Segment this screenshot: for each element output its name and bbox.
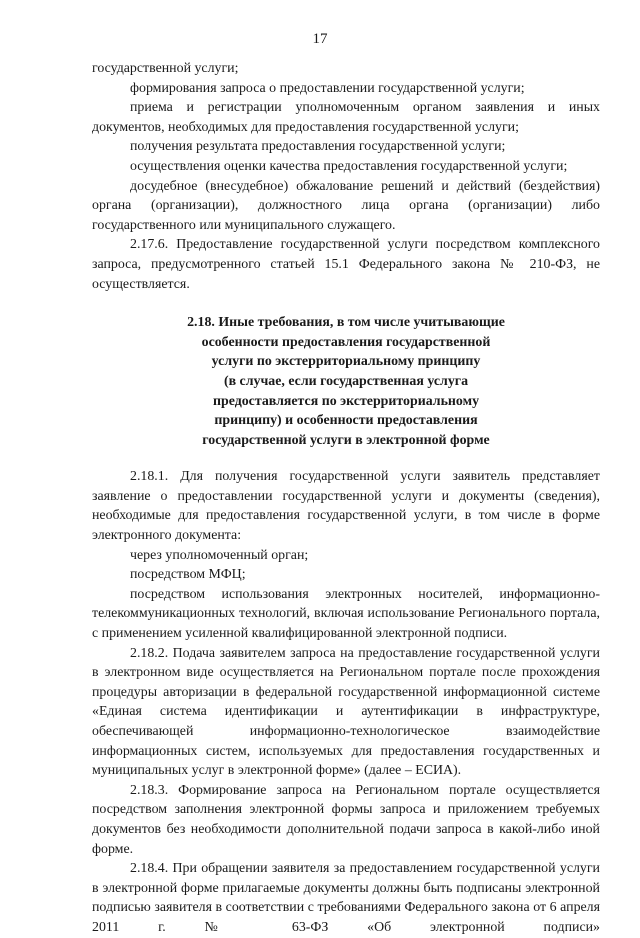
paragraph: посредством использования электронных носителей, информационно-телекоммуникационных технологий, включая использование Регионального портала, с применением усиленной квалифицированной электронной подписи. [92, 586, 600, 642]
paragraph: 2.18.2. Подача заявителем запроса на предоставление государственной услуги в электронном виде осуществляется на Региональном портале после прохождения процедуры авторизации в федеральной государственной информационной системе «Единая система идентификации и аутентификации в инфраструктуре, обеспечивающей информационно-технологическое взаимодействие информационных систем, используемых для предоставления государственных и муниципальных услуг в электронной форме» (далее – ЕСИА). [92, 645, 600, 779]
paragraph: приема и регистрации уполномоченным органом заявления и иных документов, необходимых для предоставления государственной услуги; [92, 100, 600, 135]
page-number: 17 [312, 31, 328, 47]
paragraph: 2.17.6. Предоставление государственной услуги посредством комплексного запроса, предусмотренного статьей 15.1 Федерального закона № 210-ФЗ, не осуществляется. [92, 237, 600, 292]
heading-line: (в случае, если государственная услуга [223, 373, 469, 389]
heading-line: особенности предоставления государственной [201, 334, 491, 350]
heading-line: государственной услуги в электронной форме [202, 432, 490, 448]
paragraph: 2.18.4. При обращении заявителя за предоставлением государственной услуги в электронной форме прилагаемые документы должны быть подписаны электронной подписью заявителя в соответствии с требованиями Федерального закона от 6 апреля 2011 г. № 63-ФЗ «Об электронной подписи» [92, 861, 600, 935]
paragraph: 2.18.3. Формирование запроса на Региональном портале осуществляется посредством заполнения электронной формы запроса и приложением требуемых документов без необходимости дополнительной подачи запроса в какой-либо иной форме. [92, 782, 600, 857]
heading-line: услуги по экстерриториальному принципу [211, 354, 481, 370]
paragraph: 2.18.1. Для получения государственной услуги заявитель представляет заявление о предоставлении государственной услуги и документы (сведения), необходимые для предоставления государственной услуги, в том числе в форме электронного документа: [92, 469, 600, 544]
heading-line: принципу) и особенности предоставления [214, 413, 478, 429]
paragraph: через уполномоченный орган; [130, 547, 309, 563]
section-2-17-continued [92, 59, 600, 294]
heading-line: 2.18. Иные требования, в том числе учитывающие [187, 315, 505, 331]
paragraph: посредством МФЦ; [130, 567, 246, 583]
paragraph: формирования запроса о предоставлении государственной услуги; [130, 80, 525, 96]
document-body [92, 59, 600, 938]
section-heading-2-18 [92, 313, 600, 450]
paragraph: досудебное (внесудебное) обжалование решений и действий (бездействия) органа (организации), должностного лица органа (организации) либо государственного или муниципального служащего. [92, 178, 600, 233]
section-2-18-body [92, 467, 600, 937]
paragraph: осуществления оценки качества предоставления государственной услуги; [130, 158, 568, 174]
paragraph: государственной услуги; [92, 61, 239, 76]
heading-line: предоставляется по экстерриториальному [212, 393, 480, 409]
paragraph: получения результата предоставления государственной услуги; [130, 139, 506, 155]
